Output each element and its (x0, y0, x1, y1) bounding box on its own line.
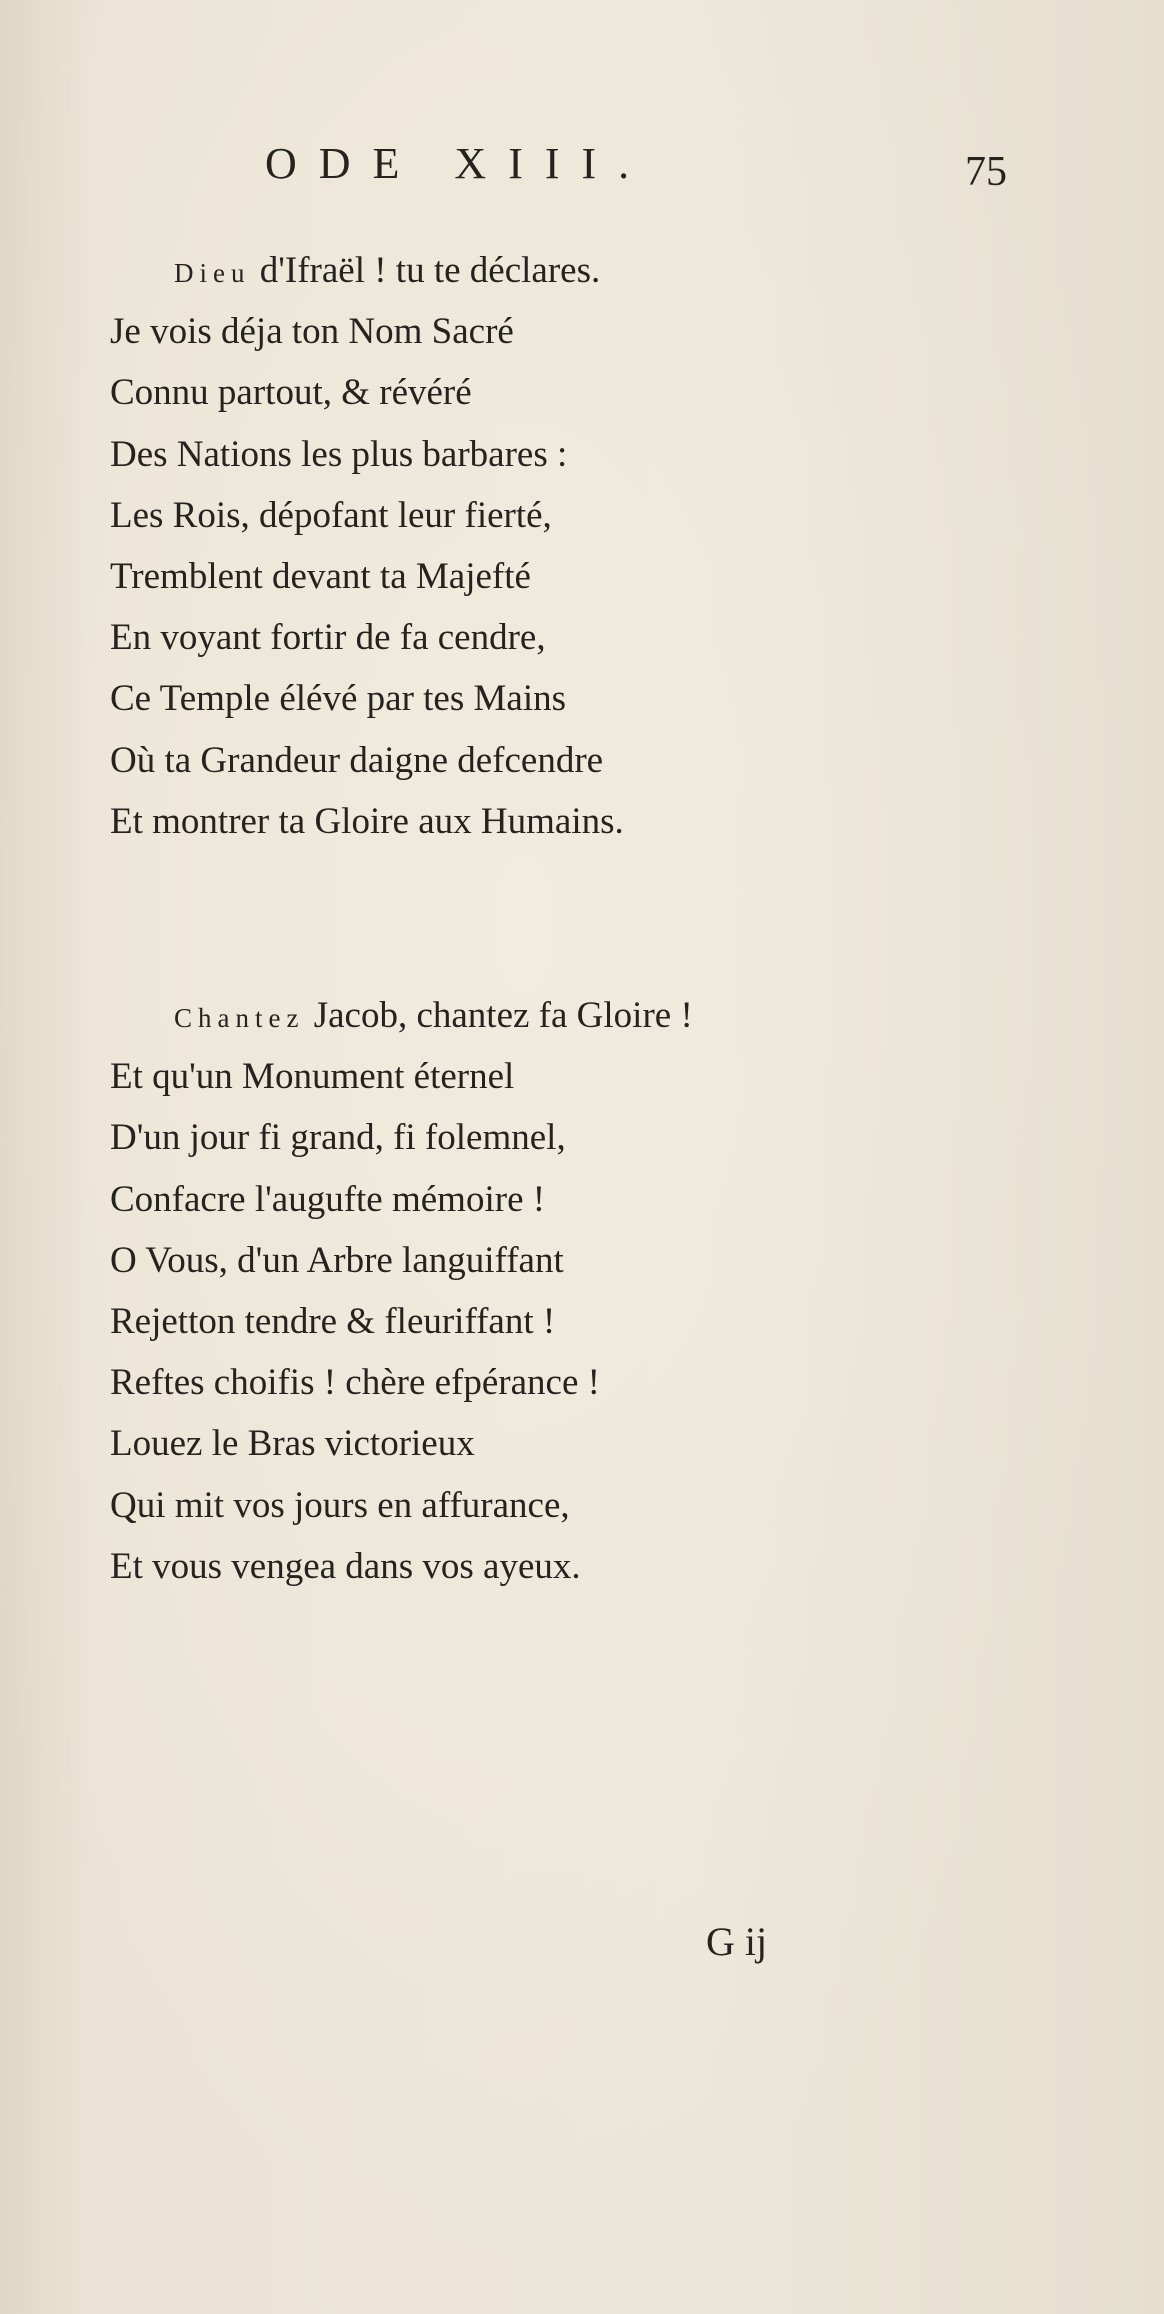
verse-line: Confacre l'augufte mémoire ! (110, 1178, 546, 1220)
verse-line: Ce Temple élévé par tes Mains (110, 678, 566, 720)
signature-mark: G ij (706, 1919, 768, 1964)
verse-line: Et qu'un Monument éternel (110, 1056, 515, 1098)
verse-line: O Vous, d'un Arbre languiffant (110, 1239, 564, 1281)
verse-line: Et vous vengea dans vos ayeux. (110, 1545, 581, 1587)
stanza-1 (110, 240, 624, 852)
verse-line: Et montrer ta Gloire aux Humains. (110, 800, 624, 842)
verse-line (110, 985, 693, 1046)
verse-line: D'un jour fi grand, fi folemnel, (110, 1117, 566, 1159)
verse-line: Reftes choifis ! chère efpérance ! (110, 1362, 600, 1404)
verse-line: Les Rois, dépofant leur fierté, (110, 494, 552, 536)
page-number: 75 (965, 149, 1007, 195)
stanza-initial-word: Chantez (174, 1003, 305, 1033)
verse-line: En voyant fortir de fa cendre, (110, 617, 546, 659)
verse-line: Des Nations les plus barbares : (110, 433, 568, 475)
verse-line: Connu partout, & révéré (110, 372, 472, 414)
verse-line-text: d'Ifraël ! tu te déclares. (250, 250, 601, 291)
page-title: ODE XIII. (265, 139, 652, 188)
verse-line: Où ta Grandeur daigne defcendre (110, 739, 604, 781)
verse-line (110, 240, 624, 301)
verse-line: Je vois déja ton Nom Sacré (110, 311, 514, 353)
verse-line: Qui mit vos jours en affurance, (110, 1484, 570, 1526)
verse-line: Louez le Bras victorieux (110, 1423, 475, 1465)
verse-line: Rejetton tendre & fleuriffant ! (110, 1300, 556, 1342)
verse-line-text: Jacob, chantez fa Gloire ! (304, 995, 693, 1036)
verse-line: Tremblent devant ta Majefté (110, 555, 531, 597)
stanza-2 (110, 985, 693, 1597)
stanza-initial-word: Dieu (174, 258, 251, 288)
